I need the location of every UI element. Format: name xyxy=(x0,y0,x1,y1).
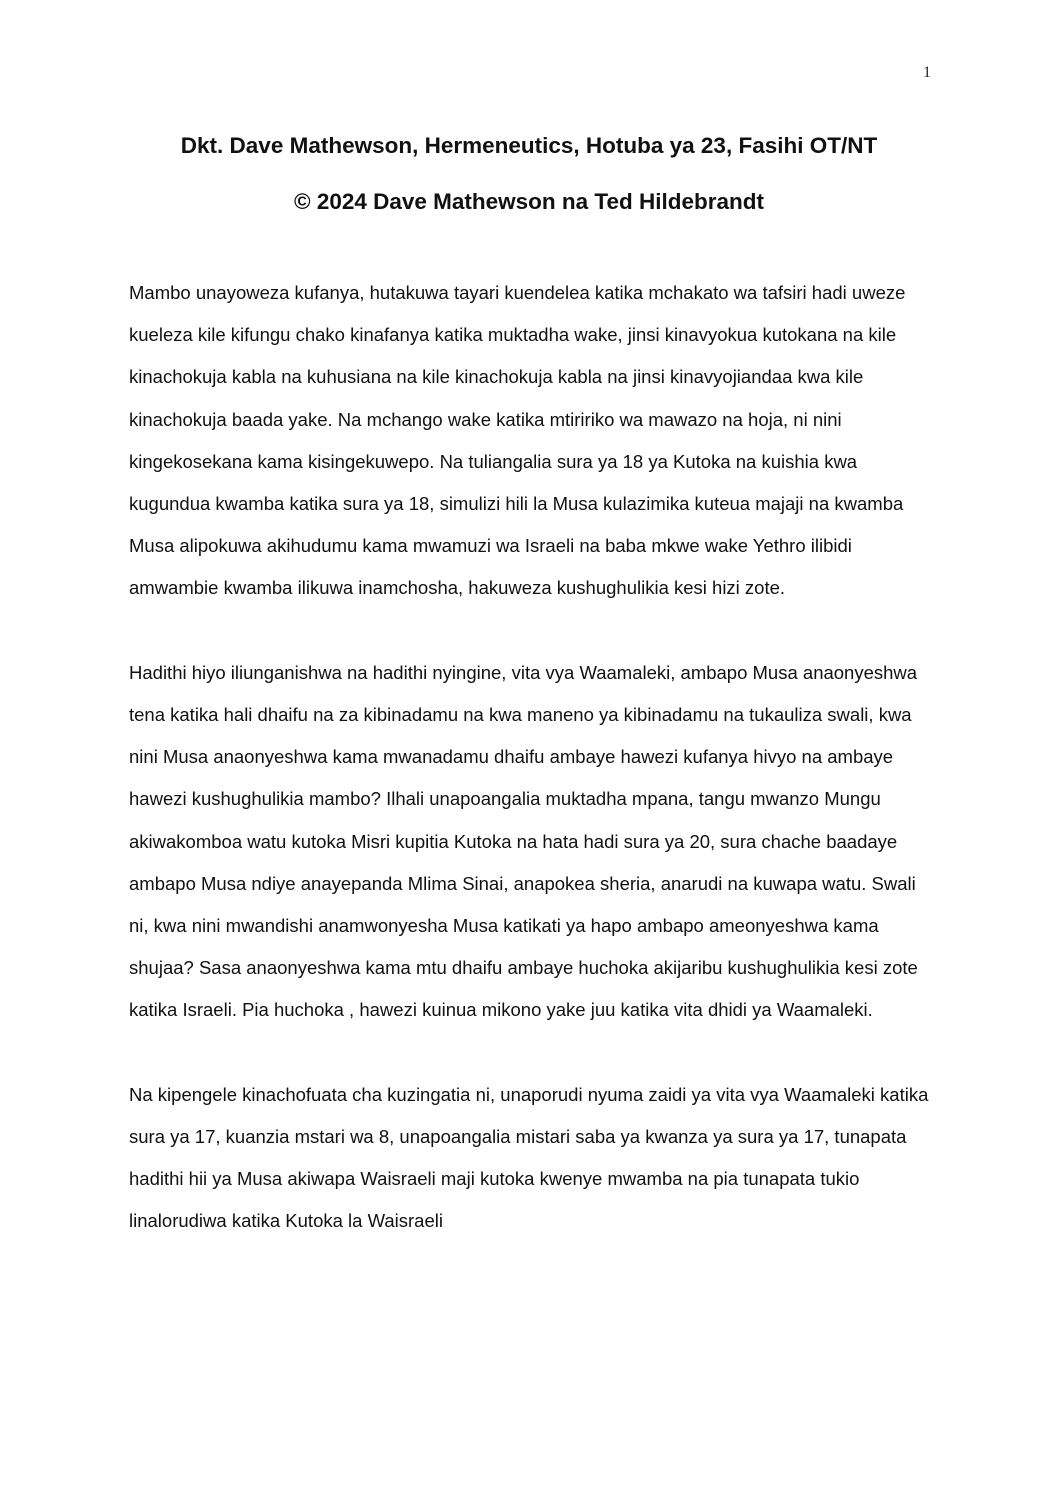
document-title: Dkt. Dave Mathewson, Hermeneutics, Hotuba ya 23, Fasihi OT/NT xyxy=(180,133,878,158)
paragraph-3: Na kipengele kinachofuata cha kuzingatia ni, unaporudi nyuma zaidi ya vita vya Waamaleki katika sura ya 17, kuanzia mstari wa 8, unapoangalia mistari saba ya kwanza ya sura ya 17, tunapata hadithi hii ya Musa akiwapa Waisraeli maji kutoka kwenye mwamba na pia tunapata tukio linalorudiwa katika Kutoka la Waisraeli xyxy=(129,1083,929,1232)
document-body xyxy=(129,272,937,1285)
paragraph-1: Mambo unayoweza kufanya, hutakuwa tayari kuendelea katika mchakato wa tafsiri hadi uweze kueleza kile kifungu chako kinafanya katika muktadha wake, jinsi kinavyokua kutokana na kile kinachokuja kabla na kuhusiana na kile kinachokuja kabla na jinsi kinavyojiandaa kwa kile kinachokuja baada yake. Na mchango wake katika mtiririko wa mawazo na hoja, ni nini kingekosekana kama kisingekuwepo. Na tuliangalia sura ya 18 ya Kutoka na kuishia kwa kugundua kwamba katika sura ya 18, simulizi hili la Musa kulazimika kuteua majaji na kwamba Musa alipokuwa akihudumu kama mwamuzi wa Israeli na baba mkwe wake Yethro ilibidi amwambie kwamba ilikuwa inamchosha, hakuweza kushughulikia kesi hizi zote. xyxy=(129,282,906,599)
copyright-line: © 2024 Dave Mathewson na Ted Hildebrandt xyxy=(293,189,765,214)
paragraph-2: Hadithi hiyo iliunganishwa na hadithi nyingine, vita vya Waamaleki, ambapo Musa anaonyeshwa tena katika hali dhaifu na za kibinadamu na kwa maneno ya kibinadamu na tukauliza swali, kwa nini Musa anaonyeshwa kama mwanadamu dhaifu ambaye hawezi kufanya hivyo na ambaye hawezi kushughulikia mambo? Ilhali unapoangalia muktadha mpana, tangu mwanzo Mungu akiwakomboa watu kutoka Misri kupitia Kutoka na hata hadi sura ya 20, sura chache baadaye ambapo Musa ndiye anayepanda Mlima Sinai, anapokea sheria, anarudi na kuwapa watu. Swali ni, kwa nini mwandishi anamwonyesha Musa katikati ya hapo ambapo ameonyeshwa kama shujaa? Sasa anaonyeshwa kama mtu dhaifu ambaye huchoka akijaribu kushughulikia kesi zote katika Israeli. Pia huchoka , hawezi kuinua mikono yake juu katika vita dhidi ya Waamaleki. xyxy=(129,661,918,1021)
page-number: 1 xyxy=(923,64,931,81)
